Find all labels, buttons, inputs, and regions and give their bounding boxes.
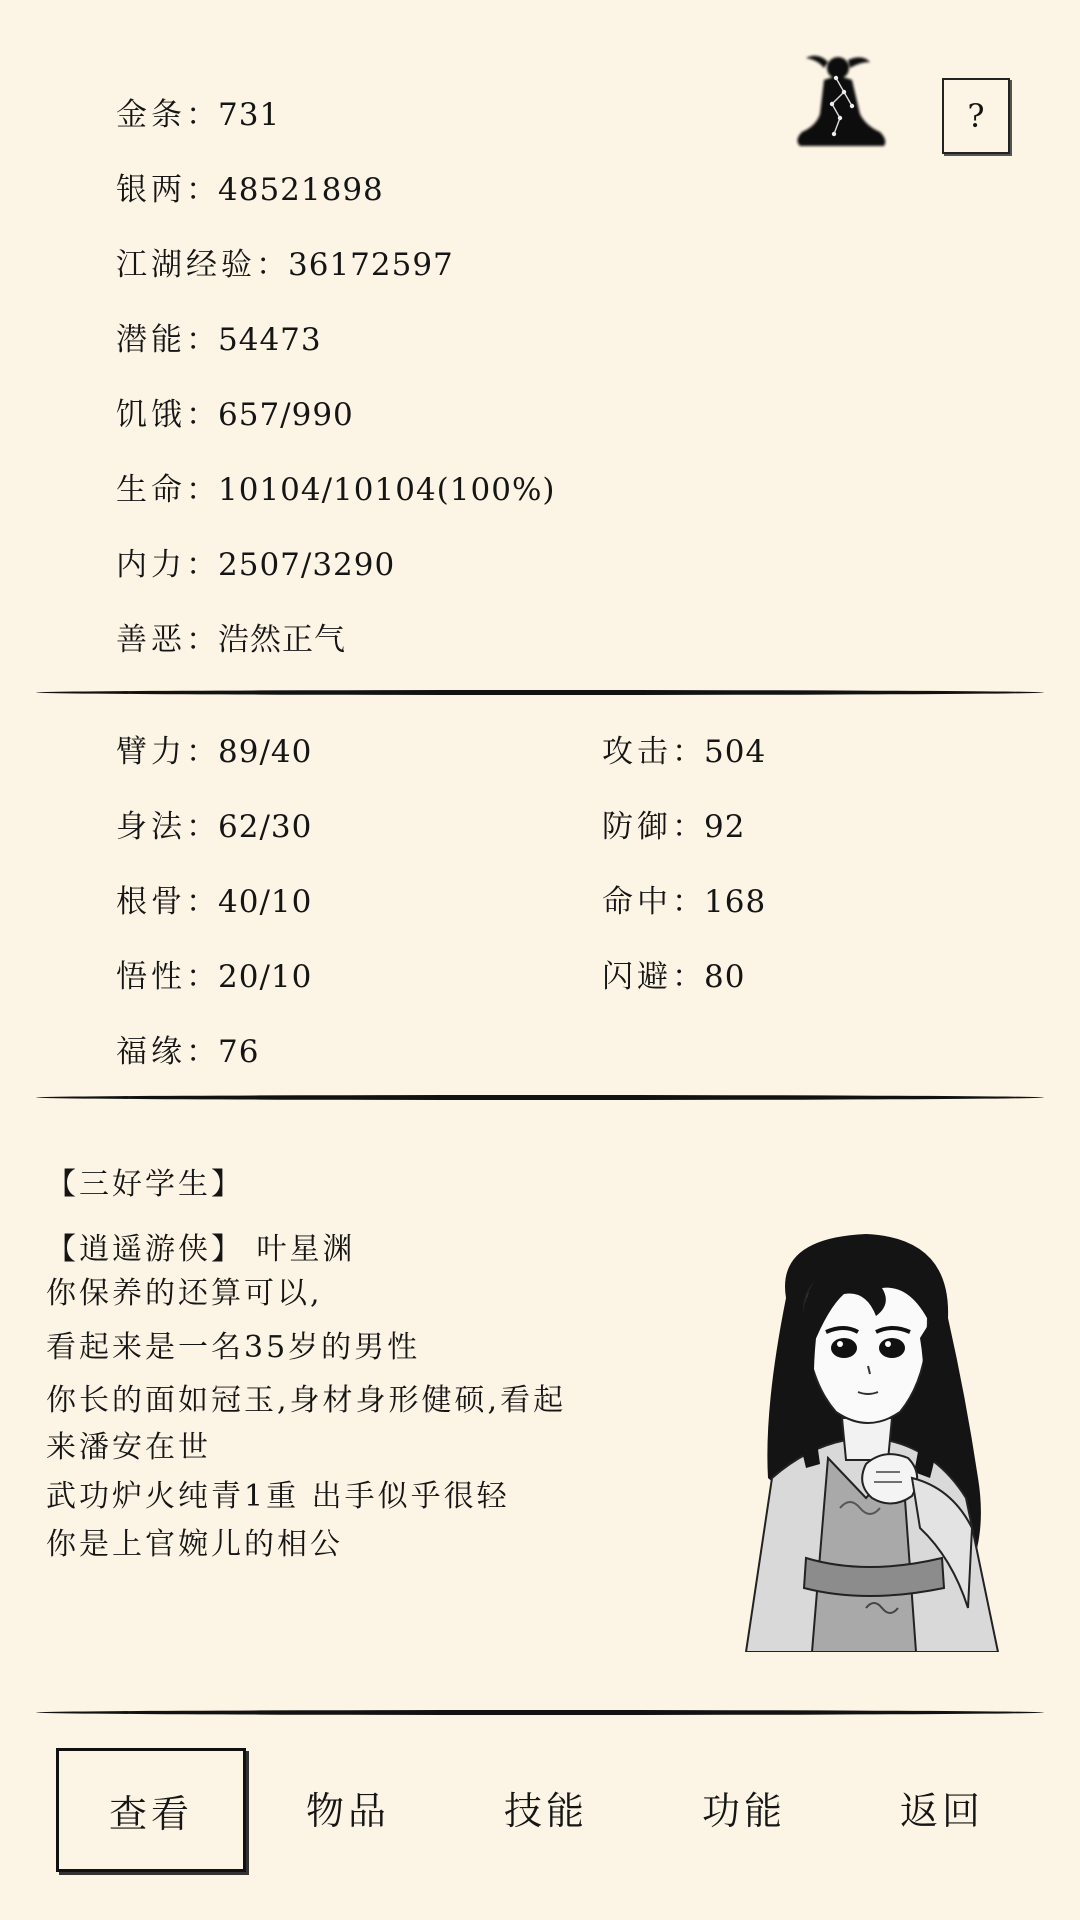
- stat-morality: 善恶：浩然正气: [116, 622, 346, 658]
- profile-name: 【逍遥游侠】 叶星渊: [46, 1232, 356, 1267]
- help-button[interactable]: ?: [942, 78, 1010, 154]
- meditating-figure-icon: [788, 48, 896, 160]
- attr-strength: 臂力：89/40: [116, 734, 313, 770]
- stat-gold-bars: 金条：731: [116, 97, 281, 133]
- tab-functions[interactable]: 功能: [701, 1788, 786, 1833]
- divider: [36, 690, 1044, 695]
- stat-internal-force: 内力：2507/3290: [116, 547, 396, 583]
- attr-comprehension: 悟性：20/10: [116, 959, 313, 995]
- stat-potential: 潜能：54473: [116, 322, 322, 358]
- divider: [36, 1710, 1044, 1715]
- tab-back[interactable]: 返回: [899, 1788, 984, 1833]
- character-portrait: [716, 1228, 1016, 1652]
- attr-attack: 攻击：504: [602, 734, 767, 770]
- attr-accuracy: 命中：168: [602, 884, 767, 920]
- tab-skills[interactable]: 技能: [503, 1788, 588, 1833]
- profile-line: 看起来是一名35岁的男性: [46, 1330, 421, 1365]
- profile-line: 你长的面如冠玉,身材身形健硕,看起: [46, 1383, 567, 1418]
- attr-constitution: 根骨：40/10: [116, 884, 313, 920]
- profile-line: 你是上官婉儿的相公: [46, 1527, 343, 1562]
- attr-evasion: 闪避：80: [602, 959, 746, 995]
- stat-experience: 江湖经验：36172597: [116, 247, 454, 283]
- divider: [36, 1095, 1044, 1100]
- stat-hunger: 饥饿：657/990: [116, 397, 354, 433]
- profile-line: 武功炉火纯青1重 出手似乎很轻: [46, 1479, 510, 1514]
- attr-agility: 身法：62/30: [116, 809, 313, 845]
- profile-line: 你保养的还算可以,: [46, 1276, 323, 1311]
- tab-view[interactable]: 查看: [56, 1748, 246, 1872]
- profile-line: 来潘安在世: [46, 1430, 211, 1465]
- stat-silver: 银两：48521898: [116, 172, 384, 208]
- tab-items[interactable]: 物品: [305, 1788, 390, 1833]
- stat-health: 生命：10104/10104(100%): [116, 472, 556, 508]
- profile-title: 【三好学生】: [46, 1167, 244, 1202]
- attr-fortune: 福缘：76: [116, 1034, 260, 1070]
- attr-defense: 防御：92: [602, 809, 746, 845]
